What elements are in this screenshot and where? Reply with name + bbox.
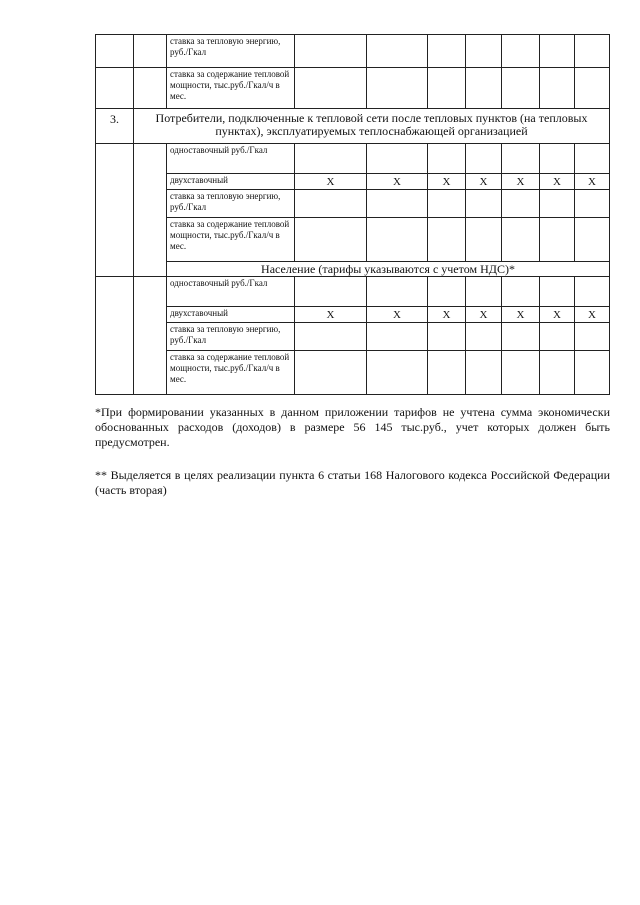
row-label-single-rate: одноставочный руб./Гкал [167,144,295,174]
x-mark: Х [367,174,428,190]
empty-cell [96,68,134,109]
footnote-1: *При формировании указанных в данном приложении тарифов не учтена сумма экономически обоснованных расходов (доходов) в размере 56 145 тыс.руб., учет которых должен быть предусмотрен. [95,405,610,449]
section-title: Потребители, подключенные к тепловой сети после тепловых пунктов (на тепловых пунктах), эксплуатируемых теплоснабжающей организацией [134,109,610,144]
x-mark: Х [575,307,610,323]
empty-cell [134,277,167,395]
table-row [96,190,610,218]
x-mark: Х [502,307,540,323]
table-row [96,351,610,395]
empty-cell [96,277,134,395]
section-number: 3. [96,109,134,144]
x-mark: Х [466,307,502,323]
row-label-capacity-rate: ставка за содержание тепловой мощности, тыс.руб./Гкал/ч в мес. [167,218,295,262]
table-row [96,144,610,174]
population-header-row [96,262,610,277]
row-label-two-rate: двухставочный [167,174,295,190]
x-mark: Х [428,307,466,323]
row-label-two-rate: двухставочный [167,307,295,323]
row-label-heat-rate: ставка за тепловую энергию, руб./Гкал [167,35,295,68]
x-mark: Х [502,174,540,190]
row-label-capacity-rate: ставка за содержание тепловой мощности, тыс.руб./Гкал/ч в мес. [167,68,295,109]
x-mark: Х [367,307,428,323]
empty-cell [96,144,134,277]
x-mark: Х [295,307,367,323]
table-row [96,174,610,190]
table-row [96,277,610,307]
table-row [96,323,610,351]
section-header-row [96,109,610,144]
table-row [96,307,610,323]
row-label-capacity-rate: ставка за содержание тепловой мощности, тыс.руб./Гкал/ч в мес. [167,351,295,395]
x-mark: Х [466,174,502,190]
row-label-single-rate: одноставочный руб./Гкал [167,277,295,307]
x-mark: Х [540,307,575,323]
population-header: Население (тарифы указываются с учетом НДС)* [167,262,610,277]
table-row [96,35,610,68]
row-label-heat-rate: ставка за тепловую энергию, руб./Гкал [167,190,295,218]
empty-cell [96,35,134,68]
empty-cell [134,68,167,109]
table-row [96,218,610,262]
x-mark: Х [428,174,466,190]
footnote-2: ** Выделяется в целях реализации пункта 6 статьи 168 Налогового кодекса Российской Федерации (часть вторая) [95,468,610,497]
empty-cell [134,35,167,68]
x-mark: Х [540,174,575,190]
empty-cell [134,144,167,277]
tariff-table [95,34,610,395]
x-mark: Х [295,174,367,190]
row-label-heat-rate: ставка за тепловую энергию, руб./Гкал [167,323,295,351]
x-mark: Х [575,174,610,190]
table-row [96,68,610,109]
